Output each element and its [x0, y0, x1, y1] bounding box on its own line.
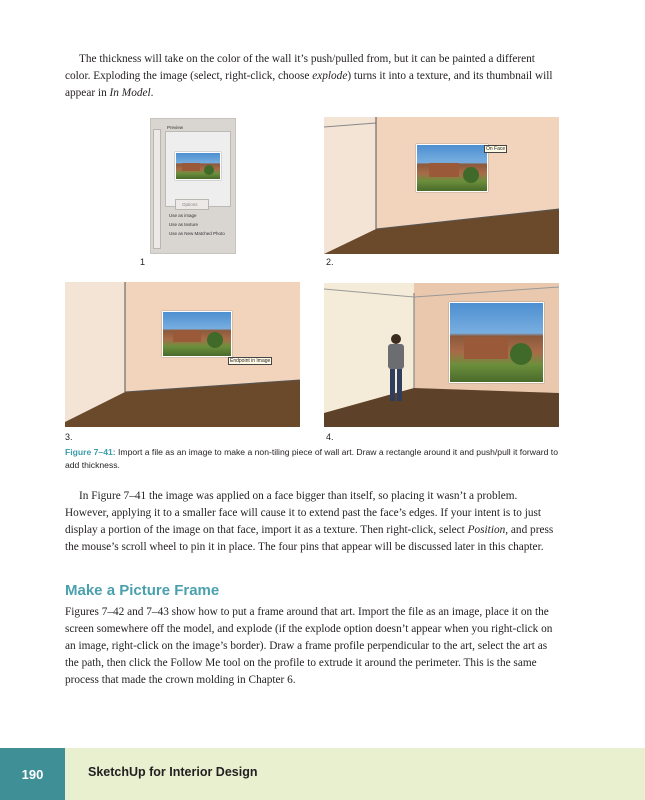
scrollbar	[153, 129, 161, 249]
intro-paragraph: The thickness will take on the color of the wall it’s push/pulled from, but it can be painted a different color. Exploding the image (select, right-click, choose explode) turns it into a texture, and its thumbnail will appear in In Model.	[65, 53, 553, 99]
preview-thumbnail	[175, 152, 221, 180]
section-body: Figures 7–42 and 7–43 show how to put a frame around that art. Import the file as an image, place it on the screen somewhere off the model, and explode (if the explode option doesn’t appear when you right-click on an image, right-click on the image’s border). Draw a frame profile perpendicular to the art, select the art as the path, then click the Follow Me tool on the profile to extrude it around the perimeter. This is the same process that made the crown molding in Chapter 6.	[65, 606, 553, 686]
figure-label-2: 2.	[326, 257, 334, 267]
wall-art-4	[449, 302, 544, 383]
preview-title: Preview	[167, 125, 184, 130]
option-use-as-image[interactable]: Use as image	[169, 213, 197, 218]
book-title: SketchUp for Interior Design	[88, 765, 258, 779]
figure-panel-3	[65, 282, 300, 427]
figure-panel-2	[324, 117, 559, 254]
figure-panel-1	[150, 118, 236, 254]
tooltip-on-face: On Face	[486, 146, 506, 152]
figure-label-3: 3.	[65, 432, 73, 442]
wall-art-3	[162, 311, 232, 357]
page-number: 190	[0, 748, 65, 800]
figure-label-4: 4.	[326, 432, 334, 442]
tooltip-endpoint: Endpoint in Image	[230, 358, 271, 364]
figure-caption-label: Figure 7–41:	[65, 447, 116, 457]
option-matched-photo[interactable]: Use as New Matched Photo	[169, 231, 225, 236]
figure-label-1: 1	[140, 257, 146, 267]
figure-panel-4	[324, 283, 559, 427]
options-button[interactable]: Options	[175, 199, 209, 210]
figure-caption: Figure 7–41: Import a file as an image to make a non-tiling piece of wall art. Draw a rectangle around it and push/pull it forward to add thickness.	[65, 447, 558, 470]
section-heading: Make a Picture Frame	[65, 582, 220, 599]
option-use-as-texture[interactable]: Use as texture	[169, 222, 199, 227]
body-paragraph-2: In Figure 7–41 the image was applied on a face bigger than itself, so placing it wasn’t a problem. However, applying it to a smaller face will cause it to extend past the face’s edges. If your intent is to just display a portion of the image on that face, import it as a texture. Then right-click, select Position, and press the mouse’s scroll wheel to pin it in place. The four pins that appear will be discussed later in this chapter.	[65, 490, 554, 553]
wall-art-2	[416, 144, 488, 192]
